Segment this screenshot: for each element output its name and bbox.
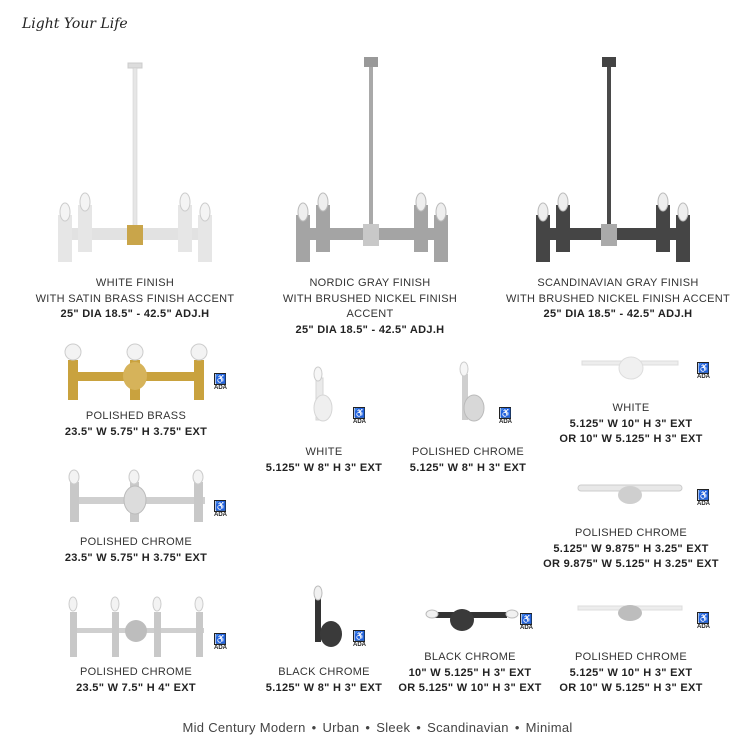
finish-label: POLISHED BRASS [85, 410, 187, 422]
vanity-polished-chrome-tall-image [69, 597, 204, 657]
dimensions-alt-label: OR 5.125" W 10" H 3" EXT [398, 682, 542, 694]
finish-label: BLACK CHROME [424, 651, 516, 663]
ada-icon: ♿ ADA [499, 408, 512, 425]
chandelier-scandinavian-caption [500, 276, 736, 323]
dimensions-label: 5.125" W 10" H 3" EXT [569, 417, 693, 430]
style-tags-footer [0, 720, 755, 735]
separator: • [514, 720, 520, 735]
dimensions-label: 25" DIA 18.5" - 42.5" ADJ.H [295, 323, 445, 336]
vanity-chrome-caption [50, 535, 222, 566]
ada-icon: ♿ ADA [353, 408, 366, 425]
finish-label: POLISHED CHROME [79, 666, 193, 678]
finish-label: POLISHED CHROME [79, 536, 193, 548]
sconce-black-chrome-image [314, 586, 342, 647]
ada-icon: ♿ ADA [697, 490, 710, 507]
vanity-polished-chrome-image [69, 470, 205, 522]
chandelier-scandinavian-gray-image [536, 57, 690, 262]
chandelier-nordic-gray-image [296, 57, 448, 262]
dimensions-alt-label: OR 10" W 5.125" H 3" EXT [559, 433, 703, 445]
finish-label: POLISHED CHROME [574, 527, 688, 539]
finish-label: NORDIC GRAY FINISH [309, 277, 431, 289]
finish-label: SCANDINAVIAN GRAY FINISH [537, 277, 699, 289]
sconce-right-chrome-caption [538, 526, 724, 573]
dimensions-label: 5.125" W 8" H 3" EXT [409, 461, 527, 474]
style-tag: Mid Century Modern [182, 720, 306, 735]
finish-label: WHITE [612, 402, 650, 414]
brand-logo: Light Your Life [22, 16, 128, 32]
ada-icon: ♿ ADA [214, 374, 227, 391]
vanity-polished-brass-image [65, 344, 207, 400]
dimensions-alt-label: OR 10" W 5.125" H 3" EXT [559, 682, 703, 694]
sconce-chrome-caption [400, 445, 536, 476]
separator: • [311, 720, 317, 735]
vanity-brass-caption [50, 409, 222, 440]
finish-label: POLISHED CHROME [411, 446, 525, 458]
dimensions-label: 23.5" W 7.5" H 4" EXT [76, 681, 196, 694]
sconce-polished-chrome-bar-image [578, 605, 682, 621]
ada-icon: ♿ ADA [353, 631, 366, 648]
sconce-white-image [314, 367, 332, 421]
finish-label: POLISHED CHROME [574, 651, 688, 663]
sconce-polished-chrome-image [460, 362, 484, 421]
dimensions-alt-label: OR 9.875" W 5.125" H 3.25" EXT [543, 558, 719, 570]
vanity-chrome-tall-caption [50, 665, 222, 696]
separator: • [365, 720, 371, 735]
ada-icon: ♿ ADA [520, 614, 533, 631]
accent-label: WITH SATIN BRASS FINISH ACCENT [35, 292, 235, 305]
chandelier-white-caption [30, 276, 240, 323]
sconce-black-caption [256, 665, 392, 696]
dimensions-label: 5.125" W 9.875" H 3.25" EXT [553, 542, 709, 555]
chandelier-nordic-caption [270, 276, 470, 338]
sconce-right-chrome-bar-caption [548, 650, 714, 697]
accent-label: WITH BRUSHED NICKEL FINISH ACCENT [282, 292, 458, 320]
chandelier-white-image [58, 63, 212, 262]
separator: • [416, 720, 422, 735]
sconce-white-caption [256, 445, 392, 476]
ada-icon: ♿ ADA [214, 501, 227, 518]
sconce-horizontal-black-chrome-image [426, 609, 518, 631]
sconce-polished-chrome-horizontal-image [578, 485, 682, 504]
finish-label: WHITE [305, 446, 343, 458]
sconce-white-horizontal-image [582, 357, 678, 379]
dimensions-label: 5.125" W 10" H 3" EXT [569, 666, 693, 679]
dimensions-label: 25" DIA 18.5" - 42.5" ADJ.H [60, 308, 210, 320]
style-tag: Scandinavian [427, 720, 509, 735]
dimensions-label: 10" W 5.125" H 3" EXT [408, 666, 532, 679]
style-tag: Minimal [525, 720, 573, 735]
style-tag: Urban [322, 720, 360, 735]
dimensions-label: 5.125" W 8" H 3" EXT [265, 681, 383, 694]
dimensions-label: 23.5" W 5.75" H 3.75" EXT [64, 551, 208, 564]
sconce-right-white-caption [548, 401, 714, 448]
ada-icon: ♿ ADA [697, 613, 710, 630]
dimensions-label: 5.125" W 8" H 3" EXT [265, 461, 383, 474]
dimensions-label: 23.5" W 5.75" H 3.75" EXT [64, 425, 208, 438]
ada-icon: ♿ ADA [214, 634, 227, 651]
sconce-horizontal-black-caption [390, 650, 550, 697]
ada-icon: ♿ ADA [697, 363, 710, 380]
accent-label: WITH BRUSHED NICKEL FINISH ACCENT [505, 292, 730, 305]
style-tag: Sleek [376, 720, 411, 735]
dimensions-label: 25" DIA 18.5" - 42.5" ADJ.H [543, 308, 693, 320]
finish-label: BLACK CHROME [278, 666, 370, 678]
finish-label: WHITE FINISH [95, 277, 175, 289]
